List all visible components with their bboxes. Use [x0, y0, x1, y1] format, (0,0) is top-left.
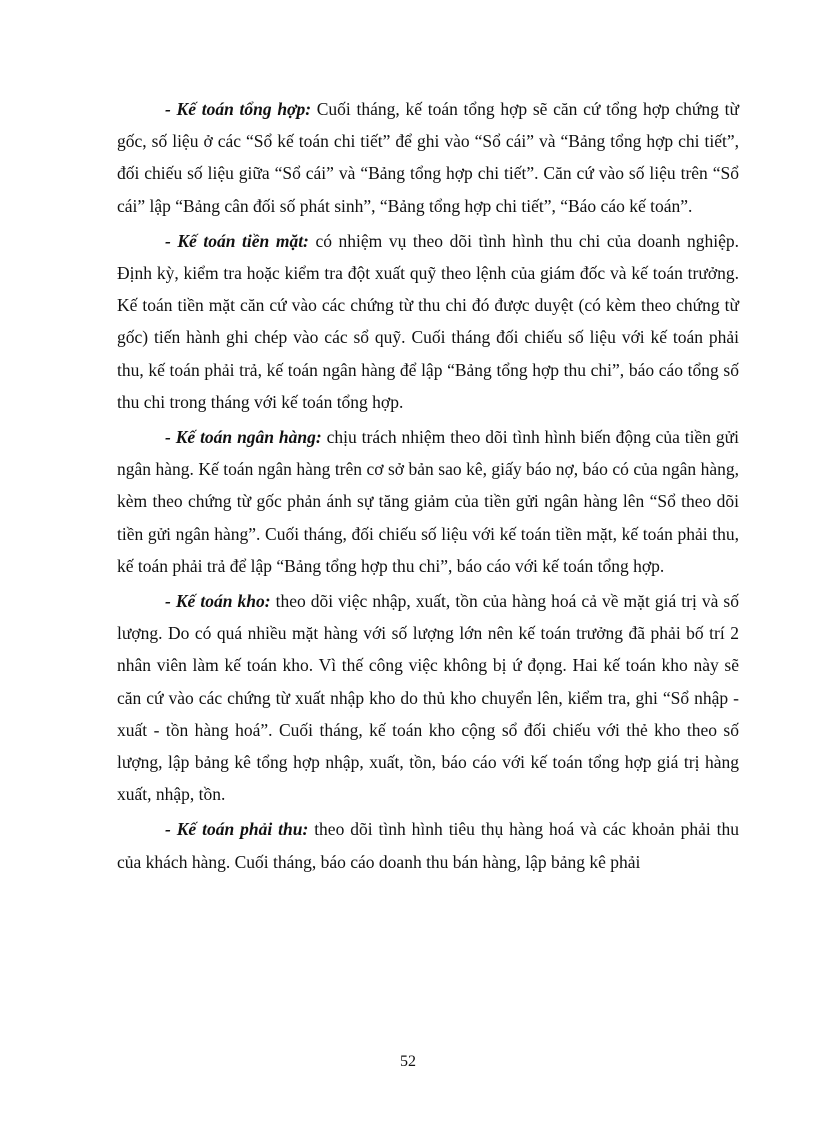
paragraph-heading: - Kế toán tổng hợp:: [165, 99, 312, 119]
paragraph-heading: - Kế toán tiền mặt:: [165, 230, 309, 251]
paragraph-ke-toan-ngan-hang: [117, 421, 739, 582]
paragraph-heading: - Kế toán phải thu:: [165, 819, 309, 840]
page-number: 52: [400, 1053, 416, 1070]
paragraph-text: có nhiệm vụ theo dõi tình hình thu chi của doanh nghiệp. Định kỳ, kiểm tra hoặc kiểm tra đột xuất quỹ theo lệnh của giám đốc và kế toán trưởng. Kế toán tiền mặt căn cứ vào các chứng từ thu chi đó được duyệt (có kèm theo chứng từ gốc) tiến hành ghi chép vào các sổ quỹ. Cuối tháng đối chiếu số liệu với kế toán phải thu, kế toán phải trả, kế toán ngân hàng để lập “Bảng tổng hợp thu chi”, báo cáo tổng số thu chi trong tháng với kế toán tổng hợp.: [117, 230, 740, 412]
paragraph-text: Cuối tháng, kế toán tổng hợp sẽ căn cứ tổng hợp chứng từ gốc, số liệu ở các “Sổ kế toán chi tiết” để ghi vào “Sổ cái” và “Bảng tổng hợp chi tiết”, đối chiếu số liệu giữa “Sổ cái” và “Bảng tổng hợp chi tiết”. Căn cứ vào số liệu trên “Sổ cái” lập “Bảng cân đối số phát sinh”, “Bảng tổng hợp chi tiết”, “Báo cáo kế toán”.: [117, 99, 739, 216]
paragraph-ke-toan-kho: [117, 585, 739, 810]
paragraph-text: theo dõi tình hình tiêu thụ hàng hoá và các khoản phải thu của khách hàng. Cuối tháng, báo cáo doanh thu bán hàng, lập bảng kê phải: [117, 819, 739, 872]
paragraph-ke-toan-tien-mat: [117, 225, 739, 418]
paragraph-heading: - Kế toán ngân hàng:: [165, 427, 322, 448]
paragraph-heading: - Kế toán kho:: [165, 591, 271, 612]
paragraph-text: chịu trách nhiệm theo dõi tình hình biến động của tiền gửi ngân hàng. Kế toán ngân hàng trên cơ sở bản sao kê, giấy báo nợ, báo có của ngân hàng, kèm theo chứng từ gốc phản ánh sự tăng giảm của tiền gửi ngân hàng lên “Sổ theo dõi tiền gửi ngân hàng”. Cuối tháng, đối chiếu số liệu với kế toán tiền mặt, kế toán phải thu, kế toán phải trả để lập “Bảng tổng hợp thu chi”, báo cáo với kế toán tổng hợp.: [117, 427, 739, 576]
paragraph-ke-toan-phai-thu: [117, 813, 739, 877]
paragraph-ke-toan-tong-hop: [117, 93, 739, 222]
document-body: [117, 93, 739, 878]
paragraph-text: theo dõi việc nhập, xuất, tồn của hàng hoá cả về mặt giá trị và số lượng. Do có quá nhiều mặt hàng với số lượng lớn nên kế toán trưởng đã phải bố trí 2 nhân viên làm kế toán kho. Vì thế công việc không bị ứ đọng. Hai kế toán kho này sẽ căn cứ vào các chứng từ xuất nhập kho do thủ kho chuyển lên, kiểm tra, ghi “Sổ nhập - xuất - tồn hàng hoá”. Cuối tháng, kế toán kho cộng sổ đối chiếu với thẻ kho theo số lượng, lập bảng kê tổng hợp nhập, xuất, tồn, báo cáo với kế toán tổng hợp giá trị hàng xuất, nhập, tồn.: [117, 591, 739, 805]
